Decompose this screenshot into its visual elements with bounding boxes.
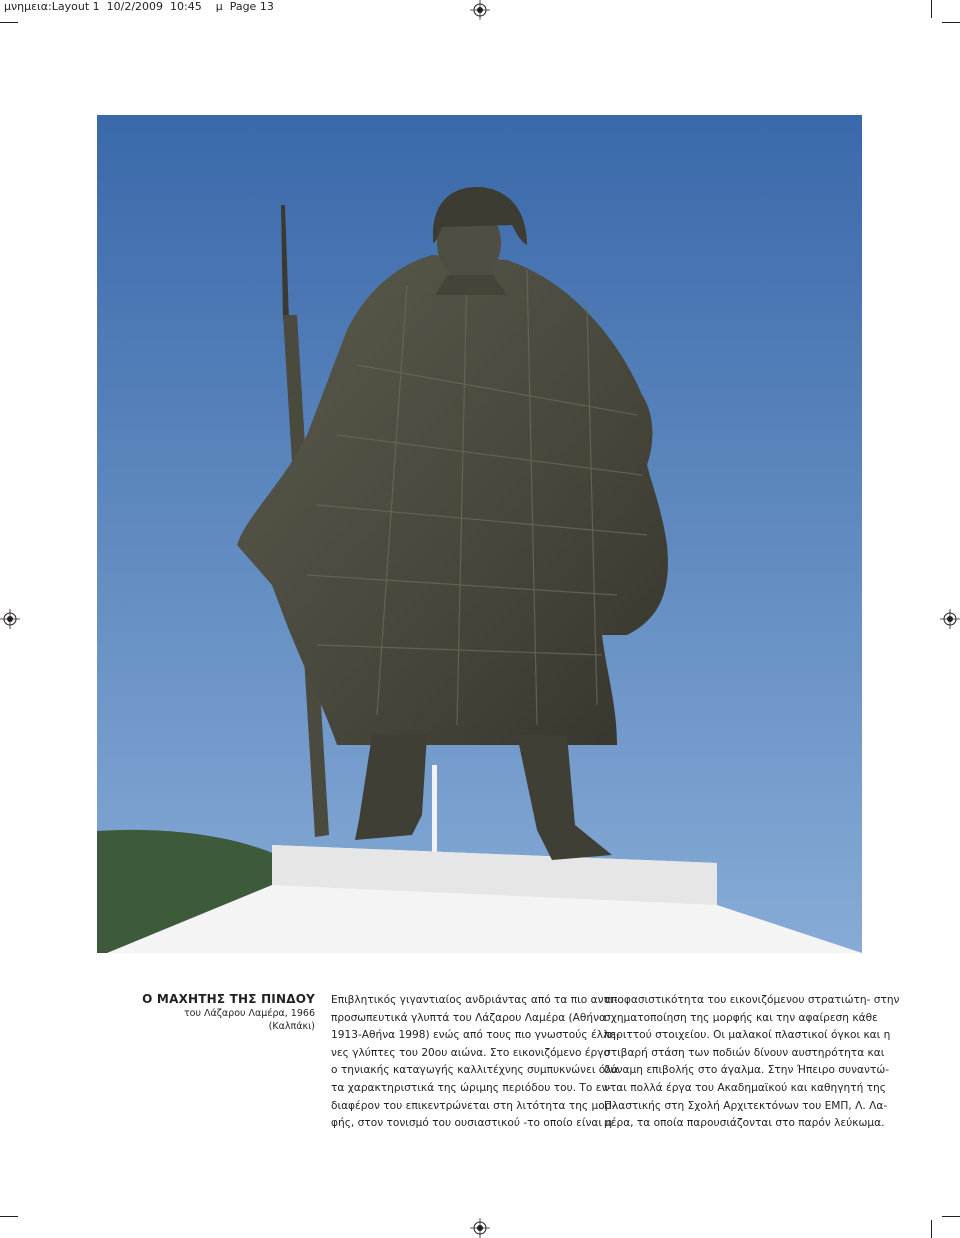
body-line: δύναμη επιβολής στο άγαλμα. Στην Ήπειρο συναντώ- <box>604 1064 890 1077</box>
body-line: αποφασιστικότητα του εικονιζόμενου στρατιώτη- στην <box>604 994 900 1006</box>
body-line: ο τηνιακής καταγωγής καλλιτέχνης συμπυκνώνει όλα <box>331 1064 619 1077</box>
registration-mark-top-icon <box>470 0 490 20</box>
caption-author-year: του Λάζαρου Λαμέρα, 1966 <box>183 1008 315 1019</box>
body-line: 1913-Αθήνα 1998) ενώς από τους πιο γνωστούς έλλη- <box>331 1029 620 1042</box>
body-line: περιττού στοιχείου. Οι μαλακοί πλαστικοί όγκοι και η <box>604 1029 891 1042</box>
body-line: προσωπευτικά γλυπτά του Λάζαρου Λαμέρα (Αθήνα <box>331 1011 607 1024</box>
crop-mark-bottom-left <box>0 1216 18 1217</box>
body-line: διαφέρον του επικεντρώνεται στη λιτότητα της μορ- <box>331 1099 616 1112</box>
registration-mark-right-icon <box>940 609 960 629</box>
body-text-column-2 <box>604 992 900 1133</box>
body-line: νες γλύπτες του 20ου αιώνα. Στο εικονιζόμενο έργο <box>331 1046 610 1059</box>
caption-location: (Καλπάκι) <box>268 1021 315 1032</box>
flagpole <box>432 765 437 855</box>
caption-subtitle <box>155 1007 315 1033</box>
body-line: Επιβλητικός γιγαντιαίος ανδριάντας από τα πιο αντι- <box>331 994 618 1006</box>
body-line: μέρα, τα οποία παρουσιάζονται στο παρόν λεύκωμα. <box>604 1117 885 1130</box>
body-line: σχηματοποίηση της μορφής και την αφαίρεση κάθε <box>604 1011 878 1024</box>
crop-mark-bottom-right-v <box>931 1220 932 1238</box>
registration-mark-bottom-icon <box>470 1218 490 1238</box>
body-line: τα χαρακτηριστικά της ώριμης περιόδου του. Το εν- <box>331 1081 612 1094</box>
statue-illustration <box>97 115 862 953</box>
crop-mark-top-right-h <box>942 22 960 23</box>
caption-title: Ο ΜΑΧΗΤΗΣ ΤΗΣ ΠΙΝΔΟΥ <box>142 992 315 1006</box>
crop-mark-bottom-right-h <box>942 1216 960 1217</box>
registration-mark-left-icon <box>0 609 20 629</box>
crop-mark-top-left <box>0 22 18 23</box>
statue-photo <box>97 115 862 953</box>
body-line: στιβαρή στάση των ποδιών δίνουν αυστηρότητα και <box>604 1046 885 1059</box>
print-slug: μνημεια:Layout 1 10/2/2009 10:45 μ Page 13 <box>4 0 274 13</box>
body-line: φής, στον τονισμό του ουσιαστικού -το οποίο είναι η <box>331 1117 613 1130</box>
body-text-column-1 <box>331 992 620 1133</box>
body-line: νται πολλά έργα του Ακαδημαϊκού και καθηγητή της <box>604 1081 886 1094</box>
crop-mark-top-right-v <box>931 0 932 18</box>
body-line: Πλαστικής στη Σχολή Αρχιτεκτόνων του ΕΜΠ, Λ. Λα- <box>604 1099 888 1112</box>
